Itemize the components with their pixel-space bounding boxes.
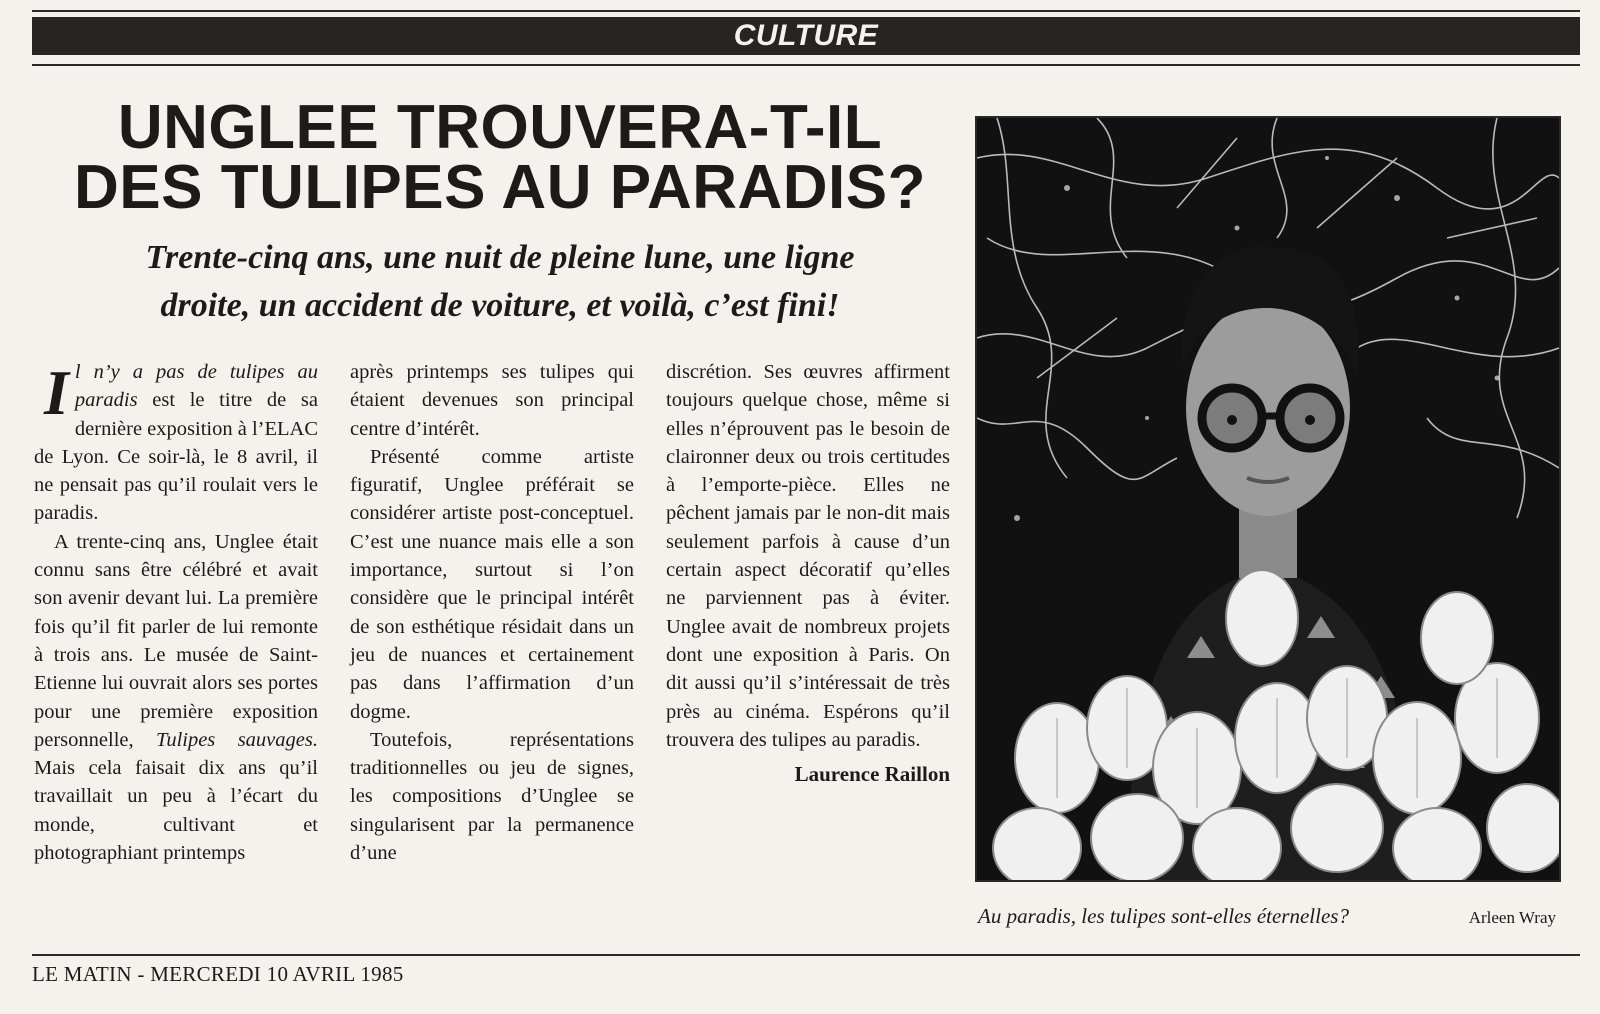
caption-text: Au paradis, les tulipes sont-elles éternelles? <box>978 904 1349 928</box>
article-paragraph: Il n’y a pas de tulipes au paradis est le titre de sa dernière exposition à l’ELAC de Lyon. Ce soir-là, le 8 avril, il ne pensait pas qu’il roulait vers le paradis. <box>34 357 318 525</box>
section-banner <box>32 17 1580 55</box>
article-paragraph: A trente-cinq ans, Unglee était connu sans être célébré et avait son avenir devant lui. La première fois qu’il fit parler de lui remonte à trois ans. Le musée de Saint-Etienne lui ouvrait alors ses portes pour une première exposition personnelle, Tulipes sauvages. Mais cela faisait dix ans qu’il travaillait un peu à l’écart du monde, cultivant et photographiant printemps <box>34 530 318 865</box>
exhibition-title: l n’y a pas de tulipes au paradis <box>74 361 318 412</box>
top-rule <box>32 10 1580 12</box>
footer-dateline: LE MATIN - MERCREDI 10 AVRIL 1985 <box>32 962 404 986</box>
photo-credit: Arleen Wray <box>1468 908 1556 927</box>
article-column-1 <box>34 358 318 867</box>
article-paragraph: Toutefois, représentations traditionnelles ou jeu de signes, les compositions d’Unglee se singularisent par la permanence d’une <box>350 728 634 865</box>
headline <box>40 93 960 222</box>
footer-rule <box>32 954 1580 956</box>
subheadline <box>40 234 960 330</box>
subheadline-line-2: droite, un accident de voiture, et voilà, c’est fini! <box>160 287 840 324</box>
subheadline-line-1: Trente-cinq ans, une nuit de pleine lune, une ligne <box>145 239 855 276</box>
article-column-3 <box>666 358 950 788</box>
article-paragraph-continued: discrétion. Ses œuvres affirment toujours quelque chose, même si elles n’éprouvent pas le besoin de claironner deux ou trois certitudes à l’emporte-pièce. Elles ne pêchent jamais par le non-dit mais seulement parfois à cause d’un certain aspect décoratif qu’elles ne parviennent pas à éviter. Unglee avait de nombreux projets dont une exposition à Paris. On dit aussi qu’il s’intéressait de très près au cinéma. Espérons qu’il trouvera des tulipes au paradis. <box>666 361 950 751</box>
drop-cap: I <box>44 357 69 428</box>
article-paragraph-continued: après printemps ses tulipes qui étaient devenues son principal centre d’intérêt. <box>350 361 634 440</box>
artist-portrait-photo <box>975 116 1561 882</box>
article-paragraph: Présenté comme artiste figuratif, Unglee préférait se considérer artiste post-conceptuel. C’est une nuance mais elle a son importance, surtout si l’on considère que le principal intérêt de son esthétique résidait dans un jeu de nuances et certainement pas dans l’affirmation d’un dogme. <box>350 445 634 723</box>
headline-line-2: DES TULIPES AU PARADIS? <box>73 153 926 222</box>
section-label: CULTURE <box>733 19 879 52</box>
author-byline: Laurence Raillon <box>794 762 950 787</box>
headline-line-1: UNGLEE TROUVERA-T-IL <box>117 93 883 162</box>
exhibition-title: Tulipes sauvages. <box>156 728 318 751</box>
photo-caption <box>978 904 1556 929</box>
banner-underline <box>32 64 1580 66</box>
article-column-2 <box>350 358 634 867</box>
